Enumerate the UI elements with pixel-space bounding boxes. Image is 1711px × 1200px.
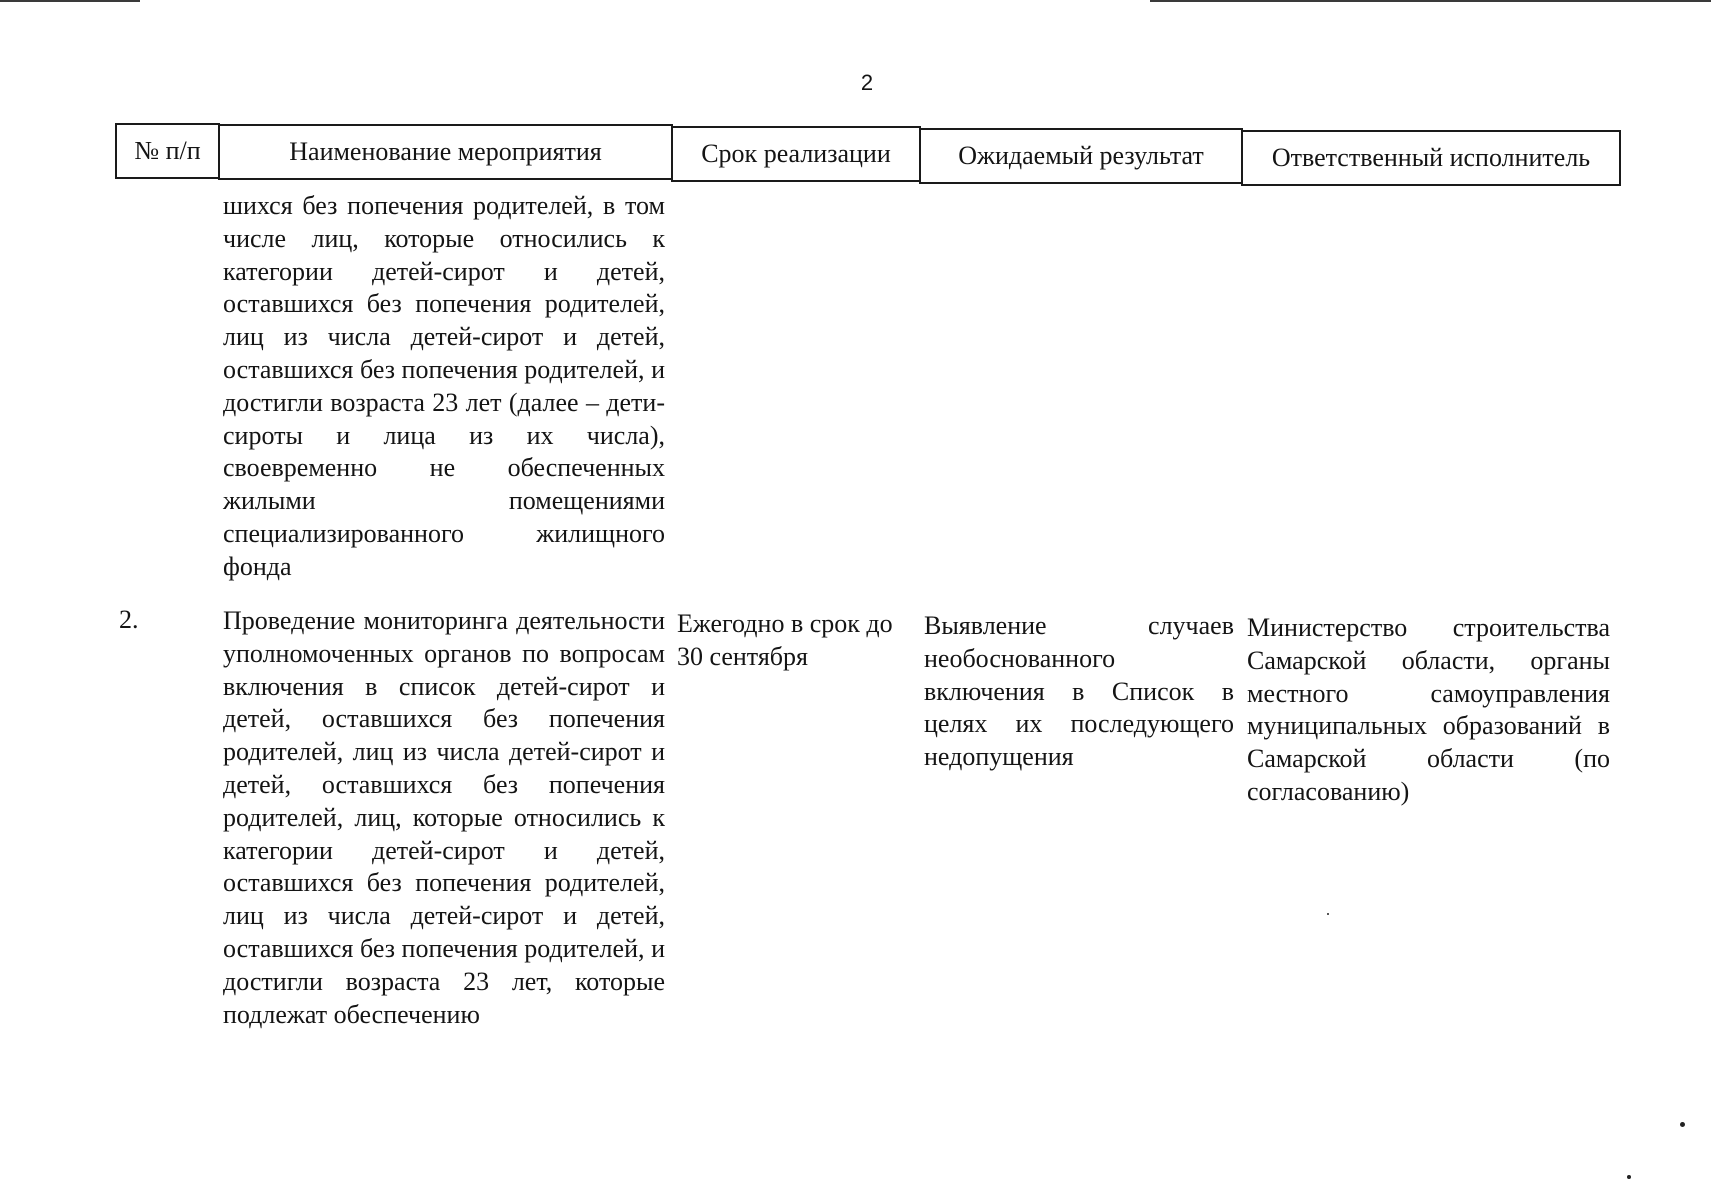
- header-result: Ожидаемый результат: [919, 128, 1243, 184]
- header-number: № п/п: [115, 123, 220, 179]
- scan-speck: [1680, 1122, 1685, 1127]
- scan-edge-line-left: [0, 0, 140, 2]
- scan-speck: [1627, 1175, 1631, 1179]
- page-number: 2: [860, 70, 874, 95]
- scan-speck: [1327, 913, 1329, 915]
- header-responsible: Ответственный исполнитель: [1241, 130, 1621, 186]
- row-2-deadline: Ежегодно в срок до 30 сентября: [677, 609, 893, 671]
- scan-edge-line-right: [1150, 0, 1711, 2]
- row-2-result: Выявление случаев необоснованного включения в Список в целях их последующего недопущения: [924, 611, 1234, 772]
- row-1-name: шихся без попечения родителей, в том числе лиц, которые относились к категории детей-сирот и детей, оставшихся без попечения родителей, лиц из числа детей-сирот и детей, оставшихся без попечения родителей, и достигли возраста 23 лет (далее – дети-сироты и лица из их числа), своевременно не обеспеченных жилыми помещениями специализированного жилищного фонда: [223, 191, 665, 581]
- row-2-responsible: Министерство строительства Самарской области, органы местного самоуправления муниципальных образований в Самарской области (по согласованию): [1247, 613, 1610, 806]
- header-deadline: Срок реализации: [671, 126, 921, 182]
- row-2-number: 2.: [119, 605, 139, 634]
- header-name: Наименование мероприятия: [218, 124, 673, 180]
- row-2-name: Проведение мониторинга деятельности уполномоченных органов по вопросам включения в список детей-сирот и детей, оставшихся без попечения родителей, лиц из числа детей-сирот и детей, оставшихся без попечения родителей, лиц, которые относились к категории детей-сирот и детей, оставшихся без попечения родителей, лиц из числа детей-сирот и детей, оставшихся без попечения родителей, и достигли возраста 23 лет, которые подлежат обеспечению: [223, 606, 665, 1029]
